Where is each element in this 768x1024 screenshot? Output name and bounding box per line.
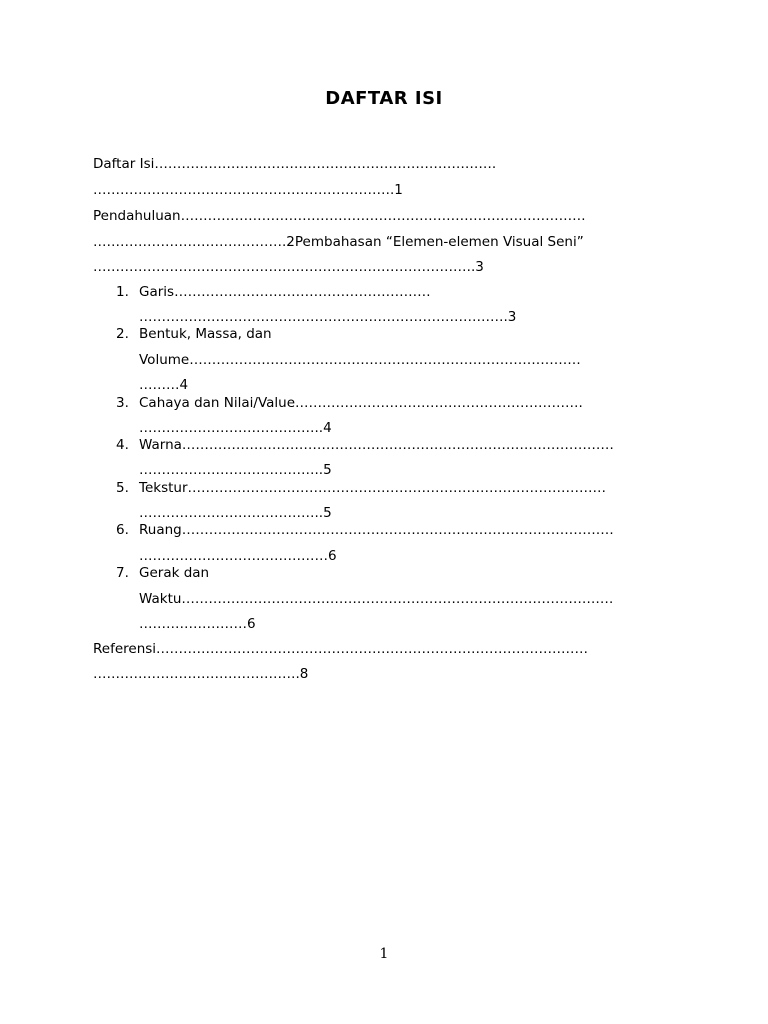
toc-item-number: 2. [116,326,129,342]
toc-item-bentuk-leader: ………4 [139,377,189,393]
toc-entry-referensi-leader: ……………………………………….8 [93,666,309,682]
toc-item-cahaya: Cahaya dan Nilai/Value………………………………………………………. [139,395,583,411]
toc-item-cahaya-leader: …………………………………..4 [139,420,332,436]
toc-item-number: 6. [116,522,129,538]
toc-entry-daftar-isi: Daftar Isi…………………………………………………………………. [93,156,497,172]
toc-item-number: 1. [116,284,129,300]
page-number: 1 [379,946,389,962]
toc-item-garis-leader: ……………………………………………………………………….3 [139,309,517,325]
toc-entry-pendahuluan-leader: …………………………………….2Pembahasan “Elemen-elemen Visual Seni” [93,234,584,250]
toc-item-garis: Garis………………………………………………… [139,284,431,300]
toc-item-ruang-leader: ……………………………………6 [139,548,337,564]
toc-item-warna: Warna…………………………………………………………………………………… [139,437,614,453]
page-title: DAFTAR ISI [325,88,443,109]
toc-item-tekstur: Tekstur………………………………………………………………………………… [139,480,607,496]
toc-item-number: 5. [116,480,129,496]
toc-item-tekstur-leader: …………………………………..5 [139,505,332,521]
toc-item-gerak-leader: ……………………6 [139,616,256,632]
toc-item-ruang: Ruang…………………………………………………………………………………… [139,522,614,538]
toc-entry-pendahuluan: Pendahuluan……………………………………………………………………………… [93,208,586,224]
toc-item-gerak: Gerak dan [139,565,210,581]
toc-item-number: 4. [116,437,129,453]
toc-item-warna-leader: …………………………………..5 [139,462,332,478]
toc-item-number: 3. [116,395,129,411]
toc-entry-pembahasan-leader: ………………………………………………………………………….3 [93,259,484,275]
toc-entry-referensi: Referensi…………………………………………………………………………………… [93,641,589,657]
toc-entry-daftar-isi-leader: ………………………………………………………….1 [93,182,403,198]
toc-item-number: 7. [116,565,129,581]
toc-item-gerak-waktu: Waktu…………………………………………………………………………………… [139,591,614,607]
toc-item-bentuk: Bentuk, Massa, dan [139,326,272,342]
toc-item-bentuk-volume: Volume…………………………………………………………………………… [139,352,581,368]
